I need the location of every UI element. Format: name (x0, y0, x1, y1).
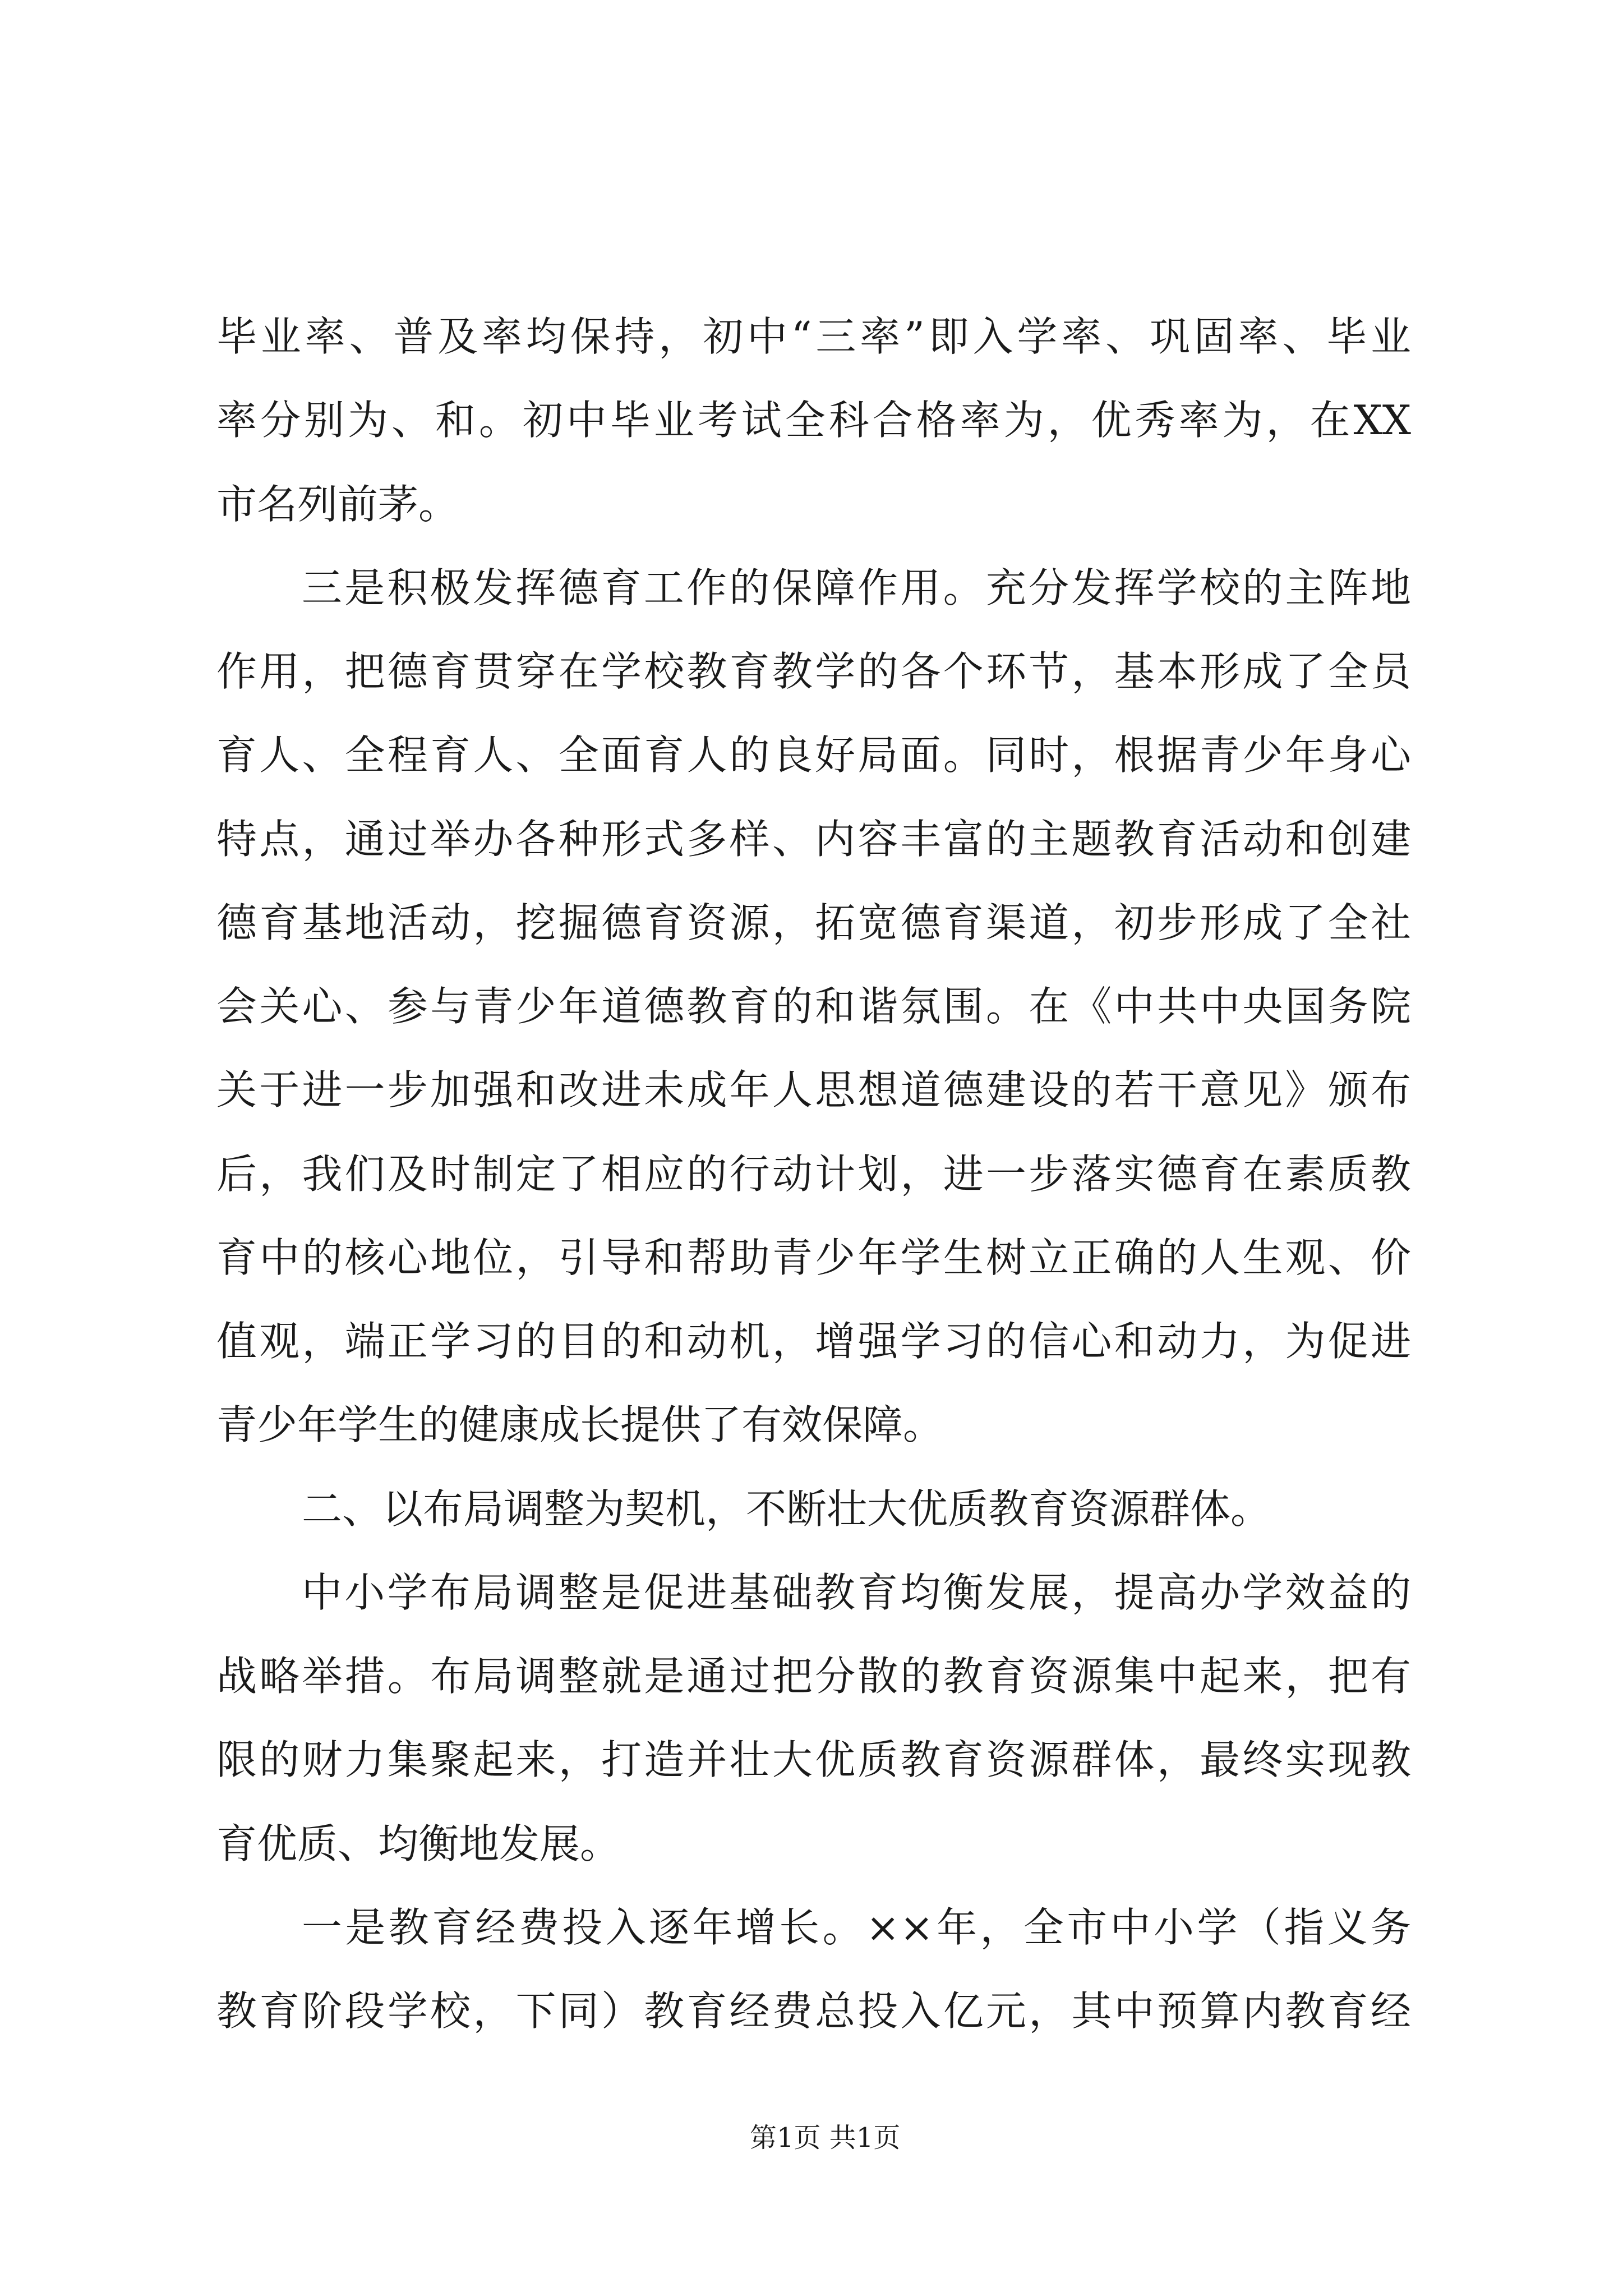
text-line: 二、以布局调整为契机，不断壮大优质教育资源群体。 (302, 1485, 1271, 1533)
text-line: 战略举措。布局调整就是通过把分散的教育资源集中起来，把有 (216, 1653, 1411, 1700)
text-line: 三是积极发挥德育工作的保障作用。充分发挥学校的主阵地 (302, 564, 1411, 611)
text-line: 值观，端正学习的目的和动机，增强学习的信心和动力，为促进 (216, 1318, 1411, 1365)
body-text (216, 295, 1411, 2053)
text-line: 关于进一步加强和改进未成年人思想道德建设的若干意见》颁布 (216, 1066, 1411, 1114)
text-line: 德育基地活动，挖掘德育资源，拓宽德育渠道，初步形成了全社 (216, 899, 1411, 946)
text-line: 育优质、均衡地发展。 (216, 1820, 621, 1867)
paragraph (216, 1886, 1411, 2054)
text-line: 育中的核心地位，引导和帮助青少年学生树立正确的人生观、价 (216, 1234, 1411, 1281)
text-line: 特点，通过举办各种形式多样、内容丰富的主题教育活动和创建 (216, 815, 1411, 863)
text-line: 育人、全程育人、全面育人的良好局面。同时，根据青少年身心 (216, 731, 1411, 779)
section-heading (216, 1467, 1411, 1551)
text-line: 一是教育经费投入逐年增长。××年，全市中小学（指义务 (302, 1903, 1411, 1951)
text-line: 中小学布局调整是促进基础教育均衡发展，提高办学效益的 (302, 1568, 1411, 1616)
text-line: 后，我们及时制定了相应的行动计划，进一步落实德育在素质教 (216, 1150, 1411, 1198)
paragraph (216, 295, 1411, 546)
text-line: 限的财力集聚起来，打造并壮大优质教育资源群体，最终实现教 (216, 1736, 1411, 1784)
paragraph (216, 546, 1411, 1467)
text-line: 作用，把德育贯穿在学校教育教学的各个环节，基本形成了全员 (216, 648, 1411, 695)
text-line: 会关心、参与青少年道德教育的和谐氛围。在《中共中央国务院 (216, 983, 1411, 1030)
text-line: 青少年学生的健康成长提供了有效保障。 (216, 1401, 944, 1449)
page-footer: 第1页 共1页 (750, 2122, 901, 2154)
text-line: 教育阶段学校，下同）教育经费总投入亿元，其中预算内教育经 (216, 1987, 1411, 2035)
text-line: 毕业率、普及率均保持，初中“三率”即入学率、巩固率、毕业 (216, 313, 1411, 360)
paragraph (216, 1551, 1411, 1886)
text-line: 市名列前茅。 (216, 480, 459, 528)
text-line: 率分别为、和。初中毕业考试全科合格率为，优秀率为，在XX (216, 397, 1411, 444)
